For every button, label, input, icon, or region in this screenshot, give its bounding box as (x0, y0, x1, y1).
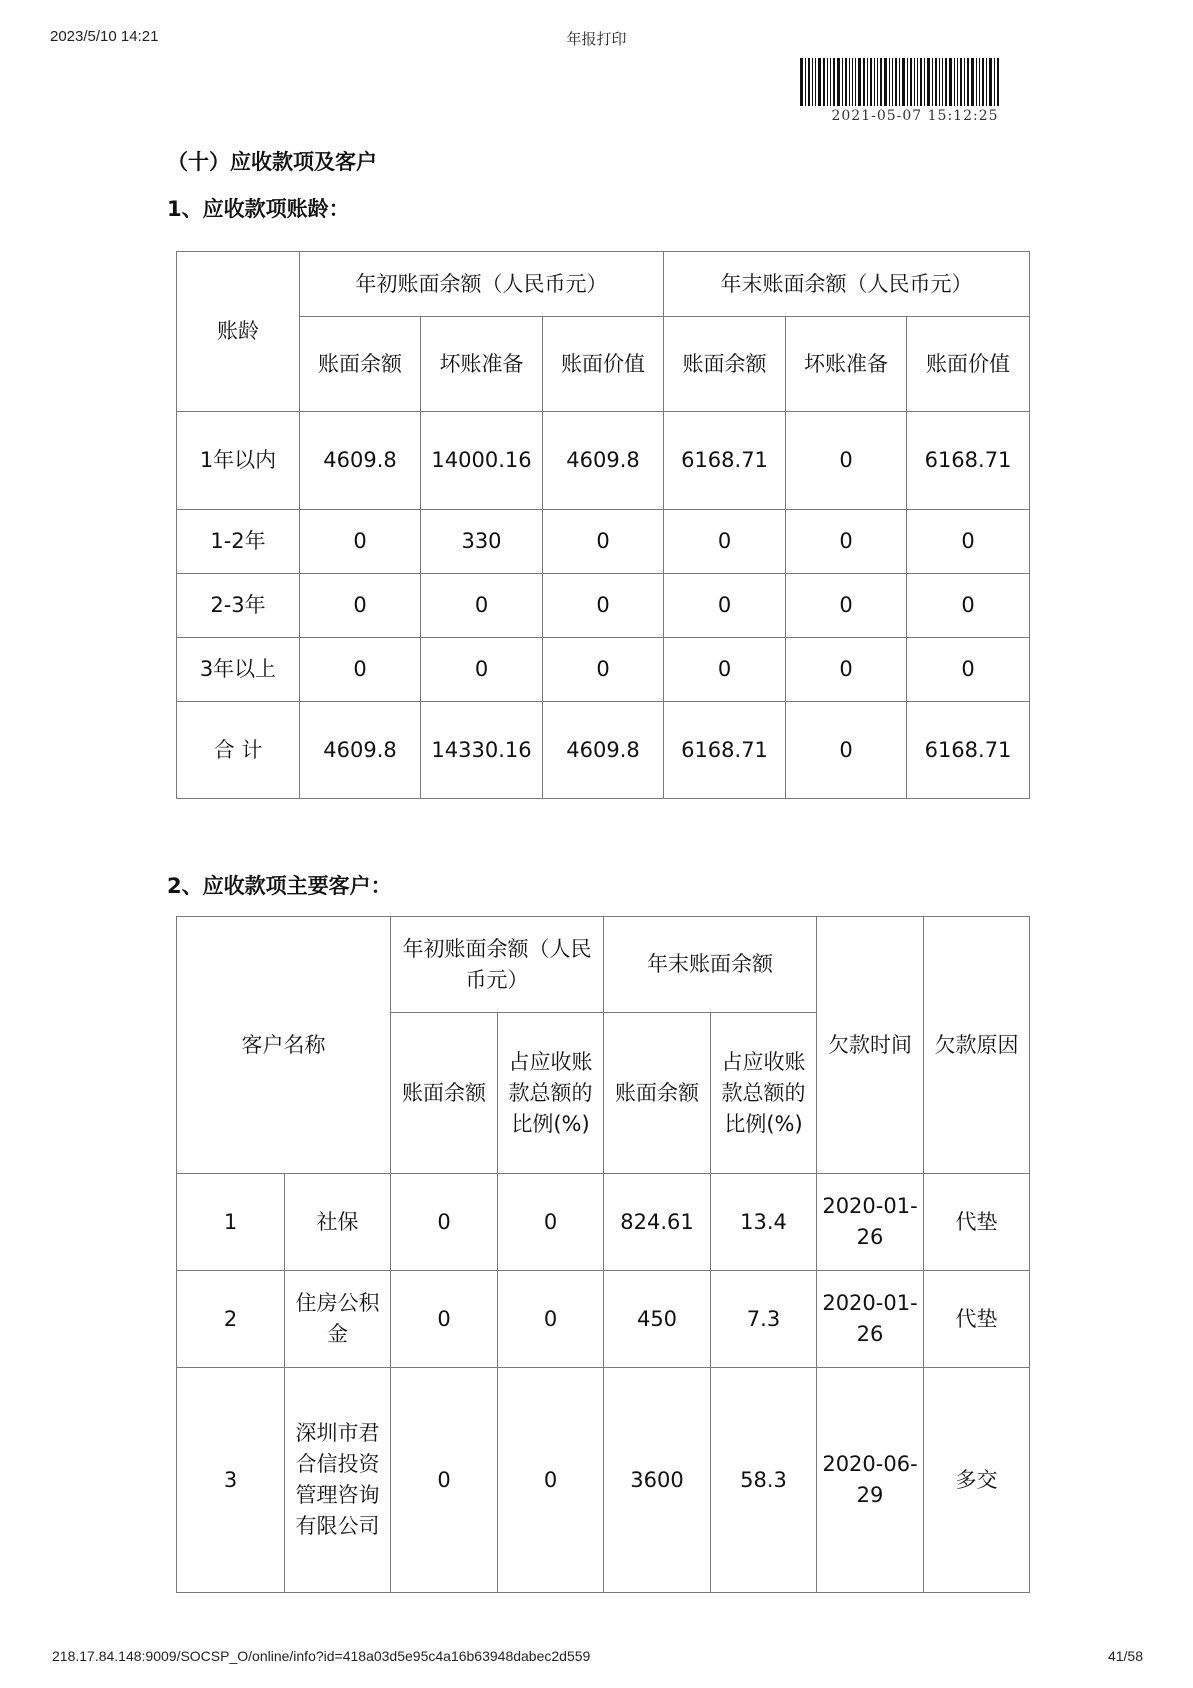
customers-sub-header: 占应收账款总额的比例(%) (711, 1013, 817, 1174)
customers-table (176, 916, 1030, 1593)
barcode-bar (982, 58, 984, 106)
barcode-bar (855, 58, 856, 106)
barcode-bar (960, 58, 962, 106)
print-datetime: 2023/5/10 14:21 (50, 28, 159, 45)
aging-cell: 0 (543, 510, 664, 574)
aging-cell: 0 (786, 510, 907, 574)
barcode-bar (971, 58, 974, 106)
customers-reason-header: 欠款原因 (924, 917, 1030, 1174)
table-row (177, 702, 1030, 799)
aging-cell: 0 (421, 638, 543, 702)
customers-cell: 代垫 (924, 1174, 1030, 1271)
customers-cell: 2020-01-26 (817, 1271, 924, 1368)
aging-cell: 0 (786, 638, 907, 702)
customers-table-title: 2、应收款项主要客户： (167, 874, 392, 898)
barcode-bar (884, 58, 887, 106)
customers-cell: 0 (391, 1271, 498, 1368)
section-title: （十）应收款项及客户 (167, 150, 377, 174)
barcode-bar (852, 58, 853, 106)
aging-table-title: 1、应收款项账龄： (167, 197, 350, 221)
aging-cell: 0 (664, 574, 786, 638)
customers-cell: 2 (177, 1271, 285, 1368)
barcode-bar (837, 58, 840, 106)
barcode-bar (957, 58, 958, 106)
customers-cell: 0 (498, 1271, 604, 1368)
barcode-bar (986, 58, 987, 106)
aging-cell: 0 (786, 574, 907, 638)
barcode-bar (808, 58, 810, 106)
customers-cell: 2020-06-29 (817, 1368, 924, 1593)
barcode-bar (877, 58, 878, 106)
customers-start-group-header: 年初账面余额（人民币元） (391, 917, 604, 1013)
barcode-bar (870, 58, 872, 106)
page-title: 年报打印 (566, 31, 627, 48)
barcode-bar (939, 58, 940, 106)
aging-cell: 14330.16 (421, 702, 543, 799)
customers-name-header: 客户名称 (177, 917, 391, 1174)
aging-sub-header: 坏账准备 (786, 317, 907, 412)
footer-url: 218.17.84.148:9009/SOCSP_O/online/info?id=418a03d5e95c4a16b63948dabec2d559 (52, 1648, 591, 1664)
customers-cell: 0 (498, 1368, 604, 1593)
aging-sub-header: 账面价值 (543, 317, 664, 412)
customers-cell: 13.4 (711, 1174, 817, 1271)
barcode-bar (833, 58, 835, 106)
aging-cell: 0 (300, 510, 421, 574)
barcode-bar (815, 58, 816, 106)
aging-cell: 6168.71 (664, 702, 786, 799)
aging-cell: 0 (907, 638, 1030, 702)
aging-cell: 330 (421, 510, 543, 574)
aging-cell: 4609.8 (543, 702, 664, 799)
customers-sub-header: 账面余额 (604, 1013, 711, 1174)
customers-cell: 2020-01-26 (817, 1174, 924, 1271)
aging-cell: 4609.8 (543, 412, 664, 510)
barcode-bar (805, 58, 806, 106)
barcode-bar (949, 58, 952, 106)
barcode-bar (800, 58, 803, 106)
aging-sub-header: 坏账准备 (421, 317, 543, 412)
barcode-bar (895, 58, 897, 106)
customers-cell: 0 (498, 1174, 604, 1271)
customers-cell: 0 (391, 1174, 498, 1271)
customers-end-group-header: 年末账面余额 (604, 917, 817, 1013)
customers-sub-header: 占应收账款总额的比例(%) (498, 1013, 604, 1174)
aging-sub-header: 账面价值 (907, 317, 1030, 412)
customers-cell: 3600 (604, 1368, 711, 1593)
barcode-bar (910, 58, 912, 106)
customers-sub-header: 账面余额 (391, 1013, 498, 1174)
barcode-bar (830, 58, 831, 106)
customers-cell: 58.3 (711, 1368, 817, 1593)
barcode-bar (899, 58, 900, 106)
barcode-bar (823, 58, 825, 106)
aging-end-group-header: 年末账面余额（人民币元） (664, 252, 1030, 317)
customers-cell: 社保 (285, 1174, 391, 1271)
aging-cell: 0 (421, 574, 543, 638)
aging-sub-header: 账面余额 (300, 317, 421, 412)
aging-cell: 4609.8 (300, 412, 421, 510)
barcode-bar (917, 58, 918, 106)
barcode-bar (845, 58, 847, 106)
barcode-bar (907, 58, 908, 106)
aging-total-label: 合 计 (177, 702, 300, 799)
customers-cell: 3 (177, 1368, 285, 1593)
page-number: 41/58 (1107, 1648, 1143, 1664)
aging-cell: 0 (543, 574, 664, 638)
aging-sub-header: 账面余额 (664, 317, 786, 412)
aging-cell: 6168.71 (907, 412, 1030, 510)
aging-cell: 1年以内 (177, 412, 300, 510)
customers-cell: 多交 (924, 1368, 1030, 1593)
aging-cell: 1-2年 (177, 510, 300, 574)
barcode-bar (927, 58, 930, 106)
customers-cell: 住房公积金 (285, 1271, 391, 1368)
barcode (800, 58, 1030, 124)
aging-cell: 6168.71 (907, 702, 1030, 799)
barcode-bars (800, 58, 1030, 106)
customers-cell: 代垫 (924, 1271, 1030, 1368)
barcode-bar (932, 58, 933, 106)
barcode-bar (889, 58, 890, 106)
aging-start-group-header: 年初账面余额（人民币元） (300, 252, 664, 317)
barcode-bar (892, 58, 893, 106)
aging-cell: 0 (907, 574, 1030, 638)
barcode-bar (818, 58, 821, 106)
aging-cell: 0 (300, 574, 421, 638)
aging-cell: 6168.71 (664, 412, 786, 510)
barcode-bar (880, 58, 882, 106)
customers-cell: 450 (604, 1271, 711, 1368)
customers-time-header: 欠款时间 (817, 917, 924, 1174)
aging-table (176, 251, 1030, 799)
barcode-bar (867, 58, 868, 106)
table-row (177, 510, 1030, 574)
barcode-bar (914, 58, 915, 106)
aging-cell: 14000.16 (421, 412, 543, 510)
aging-cell: 0 (786, 702, 907, 799)
barcode-bar (849, 58, 850, 106)
aging-cell: 2-3年 (177, 574, 300, 638)
barcode-bar (920, 58, 922, 106)
aging-age-header: 账龄 (177, 252, 300, 412)
table-row (177, 638, 1030, 702)
barcode-bar (842, 58, 843, 106)
barcode-bar (902, 58, 905, 106)
barcode-bar (954, 58, 955, 106)
barcode-bar (935, 58, 937, 106)
barcode-bar (827, 58, 828, 106)
barcode-bar (863, 58, 865, 106)
barcode-bar (997, 58, 999, 106)
aging-cell: 0 (664, 638, 786, 702)
barcode-bar (994, 58, 995, 106)
customers-cell: 0 (391, 1368, 498, 1593)
customers-cell: 7.3 (711, 1271, 817, 1368)
barcode-bar (945, 58, 947, 106)
aging-cell: 0 (907, 510, 1030, 574)
barcode-bar (979, 58, 980, 106)
barcode-bar (858, 58, 861, 106)
barcode-bar (964, 58, 965, 106)
table-row (177, 1271, 1030, 1368)
barcode-timestamp: 2021-05-07 15:12:25 (831, 108, 999, 124)
barcode-bar (812, 58, 813, 106)
aging-cell: 4609.8 (300, 702, 421, 799)
aging-cell: 0 (543, 638, 664, 702)
barcode-bar (989, 58, 992, 106)
customers-cell: 824.61 (604, 1174, 711, 1271)
aging-cell: 0 (664, 510, 786, 574)
barcode-bar (967, 58, 969, 106)
table-row (177, 1368, 1030, 1593)
customers-cell: 1 (177, 1174, 285, 1271)
barcode-bar (976, 58, 977, 106)
aging-cell: 3年以上 (177, 638, 300, 702)
table-row (177, 412, 1030, 510)
barcode-bar (874, 58, 875, 106)
aging-cell: 0 (300, 638, 421, 702)
table-row (177, 574, 1030, 638)
barcode-bar (924, 58, 925, 106)
barcode-bar (942, 58, 943, 106)
customers-cell: 深圳市君合信投资管理咨询有限公司 (285, 1368, 391, 1593)
aging-cell: 0 (786, 412, 907, 510)
table-row (177, 1174, 1030, 1271)
